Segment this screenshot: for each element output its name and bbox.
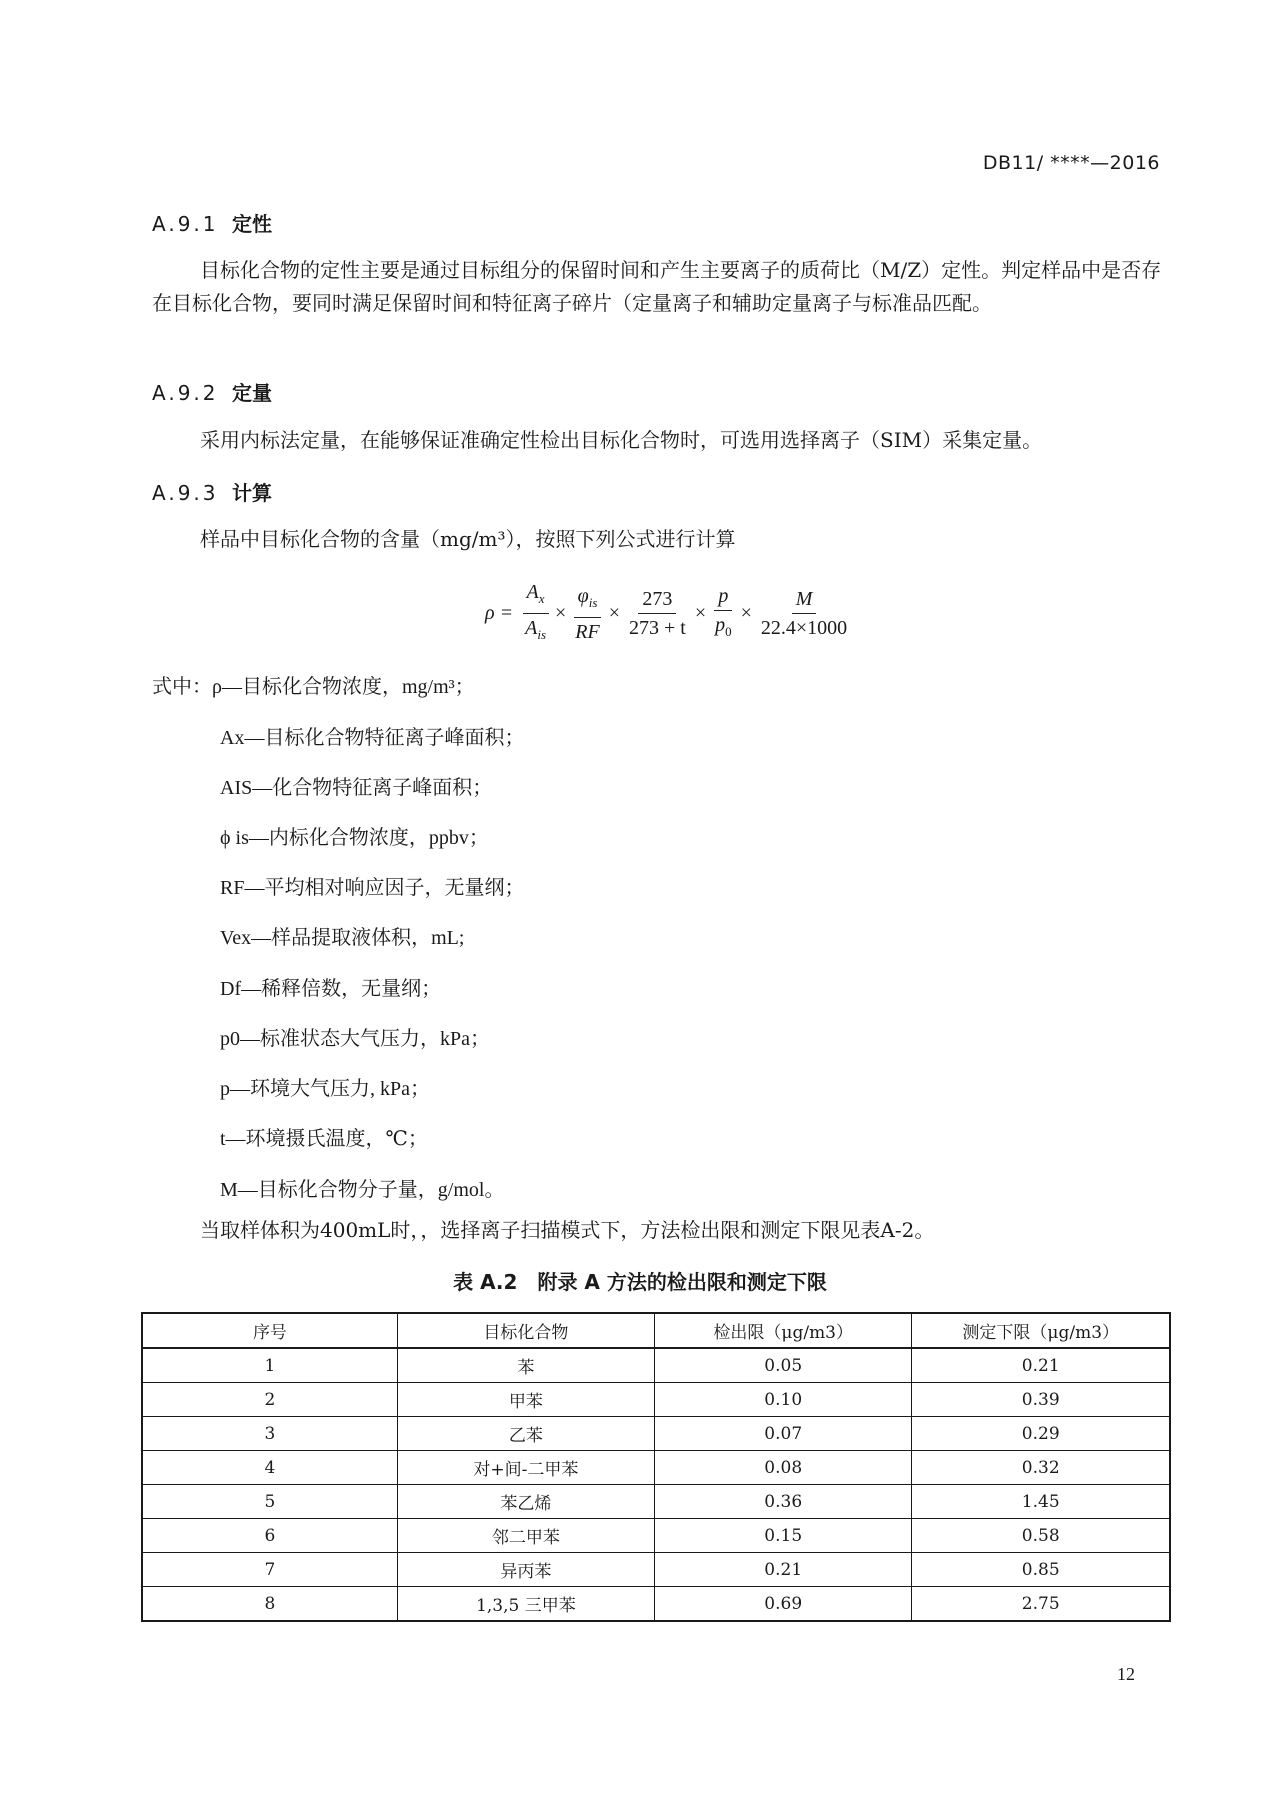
paragraph-detection-limit: 当取样体积为400mL时，，选择离子扫描模式下，方法检出限和测定下限见表A-2。	[200, 1218, 935, 1242]
concentration-formula	[485, 578, 853, 649]
cell-compound: 甲苯	[397, 1383, 654, 1417]
paragraph-qualitative: 目标化合物的定性主要是通过目标组分的保留时间和产生主要离子的质荷比（M/Z）定性。判定样品中是否存在目标化合物，要同时满足保留时间和特征离子碎片（定量离子和辅助定量离子与标准品匹配。	[152, 258, 1162, 315]
symbol-definition: ϕ is—内标化合物浓度，ppbv；	[220, 827, 489, 849]
cell-quantitation-limit: 2.75	[912, 1587, 1170, 1622]
column-header-quantitation-limit: 测定下限（μg/m3）	[912, 1313, 1170, 1348]
cell-compound: 苯乙烯	[397, 1485, 654, 1519]
table-row	[142, 1383, 1170, 1417]
formula-t4d: p	[715, 613, 726, 636]
symbol-definition: Df—稀释倍数，无量纲；	[220, 978, 442, 1000]
paragraph-calculation: 样品中目标化合物的含量（mg/m³），按照下列公式进行计算	[200, 527, 736, 551]
cell-detection-limit: 0.15	[654, 1519, 912, 1553]
section-heading-quantitative	[152, 377, 272, 406]
formula-t2n: φ	[577, 584, 589, 607]
times-operator: ×	[555, 602, 567, 624]
paragraph-quantitative: 采用内标法定量，在能够保证准确定性检出目标化合物时，可选用选择离子（SIM）采集定量。	[200, 428, 1043, 452]
cell-index: 3	[142, 1417, 397, 1451]
page-number: 12	[1117, 1664, 1135, 1684]
table-row	[142, 1451, 1170, 1485]
section-title: 定量	[232, 381, 272, 405]
fraction-temperature	[625, 585, 690, 642]
table-row	[142, 1587, 1170, 1622]
fraction-area-ratio	[521, 578, 550, 649]
section-title: 定性	[232, 212, 272, 236]
cell-quantitation-limit: 0.21	[912, 1348, 1170, 1383]
cell-quantitation-limit: 1.45	[912, 1485, 1170, 1519]
column-header-detection-limit: 检出限（μg/m3）	[654, 1313, 912, 1348]
fraction-concentration-rf	[571, 582, 603, 646]
cell-detection-limit: 0.69	[654, 1587, 912, 1622]
cell-index: 1	[142, 1348, 397, 1383]
cell-compound: 1,3,5 三甲苯	[397, 1587, 654, 1622]
table-header-row	[142, 1313, 1170, 1348]
times-operator: ×	[694, 602, 707, 624]
cell-detection-limit: 0.10	[654, 1383, 912, 1417]
table-row	[142, 1485, 1170, 1519]
section-title: 计算	[232, 481, 272, 505]
cell-compound: 对+间-二甲苯	[397, 1451, 654, 1485]
table-row	[142, 1348, 1170, 1383]
document-code: DB11/ ****—2016	[982, 152, 1160, 174]
times-operator: ×	[608, 602, 620, 624]
symbol-definition: AIS—化合物特征离子峰面积；	[220, 777, 493, 799]
section-heading-qualitative	[152, 208, 272, 237]
times-operator: ×	[740, 602, 752, 624]
symbol-definition: p—环境大气压力, kPa；	[220, 1078, 430, 1100]
formula-t2n-sub: is	[588, 594, 598, 610]
symbol-definition: Vex—样品提取液体积，mL;	[220, 927, 465, 949]
symbol-definition: RF—平均相对响应因子，无量纲；	[220, 877, 525, 899]
table-row	[142, 1553, 1170, 1587]
symbol-definitions-lead: 式中：ρ—目标化合物浓度，mg/m³；	[152, 676, 475, 698]
table-row	[142, 1417, 1170, 1451]
formula-t4d-sub: 0	[725, 623, 732, 639]
symbol-definition: M—目标化合物分子量，g/mol。	[220, 1179, 505, 1201]
cell-quantitation-limit: 0.85	[912, 1553, 1170, 1587]
cell-detection-limit: 0.07	[654, 1417, 912, 1451]
cell-compound: 苯	[397, 1348, 654, 1383]
fraction-molecular-weight	[757, 585, 851, 642]
cell-detection-limit: 0.36	[654, 1485, 912, 1519]
cell-index: 2	[142, 1383, 397, 1417]
formula-t4n: p	[714, 582, 732, 611]
cell-detection-limit: 0.05	[654, 1348, 912, 1383]
formula-t2d: RF	[575, 620, 600, 643]
section-number: A.9.2	[152, 381, 219, 405]
cell-index: 7	[142, 1553, 397, 1587]
formula-t5d: 22.4×1000	[760, 617, 848, 639]
symbol-definition: p0—标准状态大气压力，kPa；	[220, 1028, 490, 1050]
cell-quantitation-limit: 0.58	[912, 1519, 1170, 1553]
cell-compound: 异丙苯	[397, 1553, 654, 1587]
cell-compound: 乙苯	[397, 1417, 654, 1451]
fraction-pressure	[711, 582, 736, 646]
table-row	[142, 1519, 1170, 1553]
cell-index: 6	[142, 1519, 397, 1553]
formula-t3n: 273	[638, 585, 676, 614]
cell-quantitation-limit: 0.32	[912, 1451, 1170, 1485]
formula-t3d: 273 + t	[629, 617, 686, 639]
formula-t1d-sub: is	[537, 627, 546, 642]
cell-detection-limit: 0.08	[654, 1451, 912, 1485]
cell-detection-limit: 0.21	[654, 1553, 912, 1587]
column-header-compound: 目标化合物	[397, 1313, 654, 1348]
formula-t1n-sub: x	[538, 591, 545, 606]
formula-t1d: A	[525, 617, 538, 639]
section-heading-calculation	[152, 477, 272, 506]
table-title: 表 A.2 附录 A 方法的检出限和测定下限	[453, 1270, 827, 1294]
section-number: A.9.1	[152, 212, 219, 236]
detection-limit-table	[141, 1312, 1171, 1622]
cell-quantitation-limit: 0.39	[912, 1383, 1170, 1417]
symbol-definition: Ax—目标化合物特征离子峰面积；	[220, 727, 525, 749]
section-number: A.9.3	[152, 481, 219, 505]
formula-t1n: A	[526, 581, 539, 603]
formula-lhs: ρ =	[485, 602, 514, 624]
cell-compound: 邻二甲苯	[397, 1519, 654, 1553]
symbol-definition: t—环境摄氏温度，℃；	[220, 1128, 428, 1150]
column-header-index: 序号	[142, 1313, 397, 1348]
formula-t5n: M	[792, 585, 817, 614]
cell-index: 4	[142, 1451, 397, 1485]
cell-index: 8	[142, 1587, 397, 1622]
cell-index: 5	[142, 1485, 397, 1519]
cell-quantitation-limit: 0.29	[912, 1417, 1170, 1451]
